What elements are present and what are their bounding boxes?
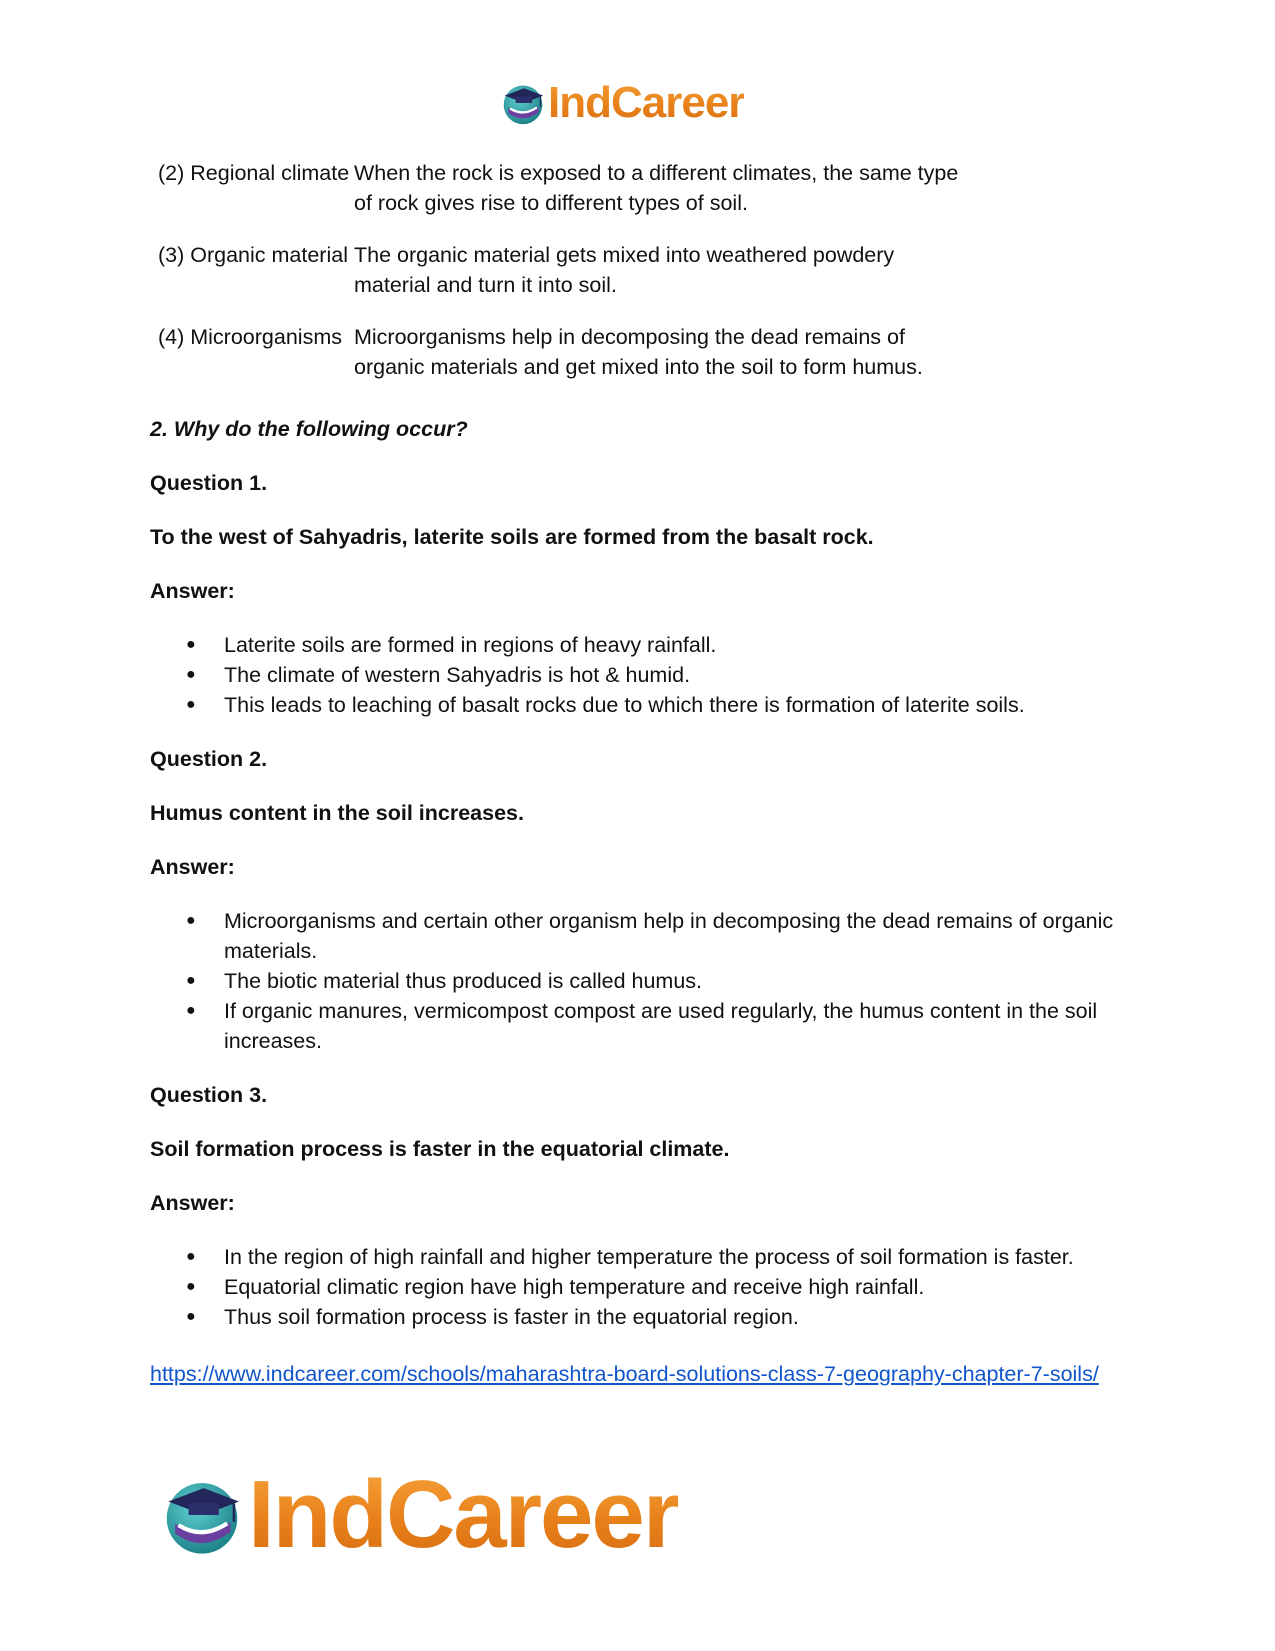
question-label: Question 1. <box>150 471 268 495</box>
answer-label: Answer: <box>150 855 235 879</box>
document-body <box>150 158 1130 1392</box>
question-prompt: Soil formation process is faster in the equatorial climate. <box>150 1137 730 1161</box>
list-item: ● Microorganisms and certain other organism help in decomposing the dead remains of organic materials. <box>224 906 1130 966</box>
answer-label: Answer: <box>150 1191 235 1215</box>
question-prompt: To the west of Sahyadris, laterite soils are formed from the basalt rock. <box>150 525 874 549</box>
answer-list <box>150 906 1130 1056</box>
list-item: ● In the region of high rainfall and higher temperature the process of soil formation is faster. <box>224 1242 1130 1272</box>
graduation-cap-globe-icon <box>160 1473 244 1557</box>
list-item: ● Equatorial climatic region have high temperature and receive high rainfall. <box>224 1272 1130 1302</box>
answer-list <box>150 630 1130 720</box>
table-row <box>158 240 974 322</box>
table-row <box>158 322 974 404</box>
source-link[interactable]: https://www.indcareer.com/schools/maharashtra-board-solutions-class-7-geography-chapter-7-soils/ <box>150 1362 1099 1386</box>
header-logo <box>500 76 744 130</box>
answer-list <box>150 1242 1130 1332</box>
list-item: ● This leads to leaching of basalt rocks due to which there is formation of laterite soils. <box>224 690 1130 720</box>
factor-term: (3) Organic material <box>158 243 348 267</box>
list-item: ● Thus soil formation process is faster in the equatorial region. <box>224 1302 1130 1332</box>
question-label: Question 3. <box>150 1083 268 1107</box>
brand-name: IndCareer <box>248 1461 679 1568</box>
brand-name: IndCareer <box>548 76 744 130</box>
list-item: ● If organic manures, vermicompost compost are used regularly, the humus content in the soil increases. <box>224 996 1130 1056</box>
factor-term: (2) Regional climate <box>158 161 350 185</box>
answer-label: Answer: <box>150 579 235 603</box>
factor-term: (4) Microorganisms <box>158 325 342 349</box>
factor-description: The organic material gets mixed into weathered powdery material and turn it into soil. <box>354 243 895 297</box>
footer-logo <box>160 1461 679 1568</box>
soil-factors-table <box>158 158 974 404</box>
question-prompt: Humus content in the soil increases. <box>150 801 524 825</box>
table-row <box>158 158 974 240</box>
graduation-cap-globe-icon <box>500 80 546 126</box>
list-item: ● The biotic material thus produced is called humus. <box>224 966 1130 996</box>
question-label: Question 2. <box>150 747 268 771</box>
factor-description: Microorganisms help in decomposing the dead remains of organic materials and get mixed into the soil to form humus. <box>354 325 923 379</box>
list-item: ● The climate of western Sahyadris is hot & humid. <box>224 660 1130 690</box>
list-item: ● Laterite soils are formed in regions of heavy rainfall. <box>224 630 1130 660</box>
factor-description: When the rock is exposed to a different climates, the same type of rock gives rise to different types of soil. <box>354 161 959 215</box>
section-title: 2. Why do the following occur? <box>150 417 468 441</box>
